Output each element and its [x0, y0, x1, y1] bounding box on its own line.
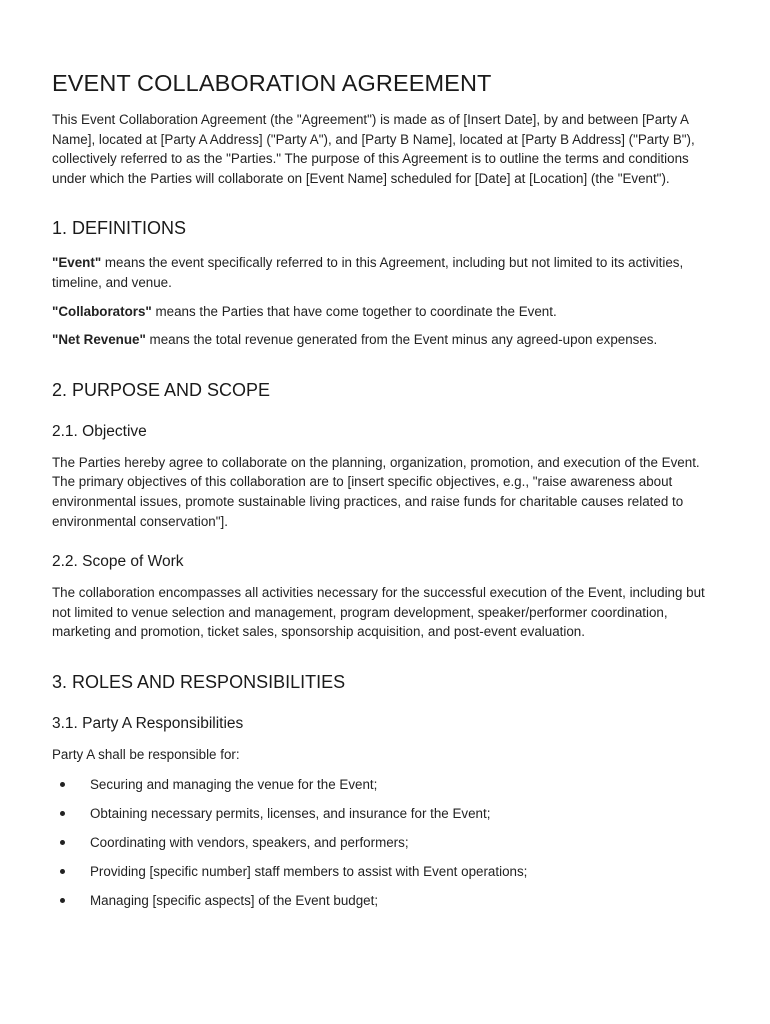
section-heading-purpose-scope: 2. PURPOSE AND SCOPE: [52, 379, 271, 400]
definition-net-revenue: [52, 330, 718, 350]
subsection-heading-objective: 2.1. Objective: [52, 422, 147, 440]
list-item: [52, 775, 718, 795]
list-item: [52, 891, 718, 911]
list-item: [52, 862, 718, 882]
party-a-responsibilities-list: [52, 775, 718, 911]
subsection-heading-scope-of-work: 2.2. Scope of Work: [52, 553, 184, 571]
list-item-text: Obtaining necessary permits, licenses, and insurance for the Event;: [90, 805, 491, 821]
definition-text: means the total revenue generated from the Event minus any agreed-upon expenses.: [145, 332, 658, 348]
definition-term: "Event": [52, 255, 102, 271]
definition-text: means the event specifically referred to in this Agreement, including but not limited to its activities, timeline, and venue.: [52, 255, 684, 290]
list-item: [52, 804, 718, 824]
list-item-text: Managing [specific aspects] of the Event budget;: [90, 893, 379, 909]
bullet-icon: [60, 869, 65, 874]
definition-term: "Collaborators": [52, 303, 152, 319]
scope-of-work-paragraph: The collaboration encompasses all activities necessary for the successful execution of the Event, including but not limited to venue selection and management, program development, speaker/performer coordination, marketing and promotion, ticket sales, sponsorship acquisition, and post-event evaluation.: [52, 585, 705, 640]
document-title: EVENT COLLABORATION AGREEMENT: [52, 70, 492, 96]
definition-event: [52, 253, 718, 292]
definition-term: "Net Revenue": [52, 332, 146, 348]
section-heading-roles: 3. ROLES AND RESPONSIBILITIES: [52, 671, 346, 692]
list-item-text: Coordinating with vendors, speakers, and performers;: [90, 834, 409, 850]
party-a-lead: Party A shall be responsible for:: [52, 746, 240, 762]
list-item-text: Securing and managing the venue for the Event;: [90, 776, 378, 792]
bullet-icon: [60, 840, 65, 845]
subsection-heading-party-a: 3.1. Party A Responsibilities: [52, 714, 244, 732]
bullet-icon: [60, 782, 65, 787]
bullet-icon: [60, 811, 65, 816]
list-item-text: Providing [specific number] staff members to assist with Event operations;: [90, 864, 528, 880]
definition-text: means the Parties that have come together to coordinate the Event.: [151, 303, 557, 319]
objective-paragraph: The Parties hereby agree to collaborate on the planning, organization, promotion, and execution of the Event. The primary objectives of this collaboration are to [insert specific objectives, e.g., "raise awareness about environmental issues, promote sustainable living practices, and raise funds for charitable causes related to environmental conservation"].: [52, 454, 700, 529]
section-heading-definitions: 1. DEFINITIONS: [52, 218, 187, 239]
list-item: [52, 833, 718, 853]
intro-paragraph: This Event Collaboration Agreement (the "Agreement") is made as of [Insert Date], by and between [Party A Name], located at [Party A Address] ("Party A"), and [Party B Name], located at [Party B Address] ("Party B"), collectively referred to as the "Parties." The purpose of this Agreement is to outline the terms and conditions under which the Parties will collaborate on [Event Name] scheduled for [Date] at [Location] (the "Event").: [52, 112, 695, 186]
bullet-icon: [60, 898, 65, 903]
definition-collaborators: [52, 302, 718, 322]
